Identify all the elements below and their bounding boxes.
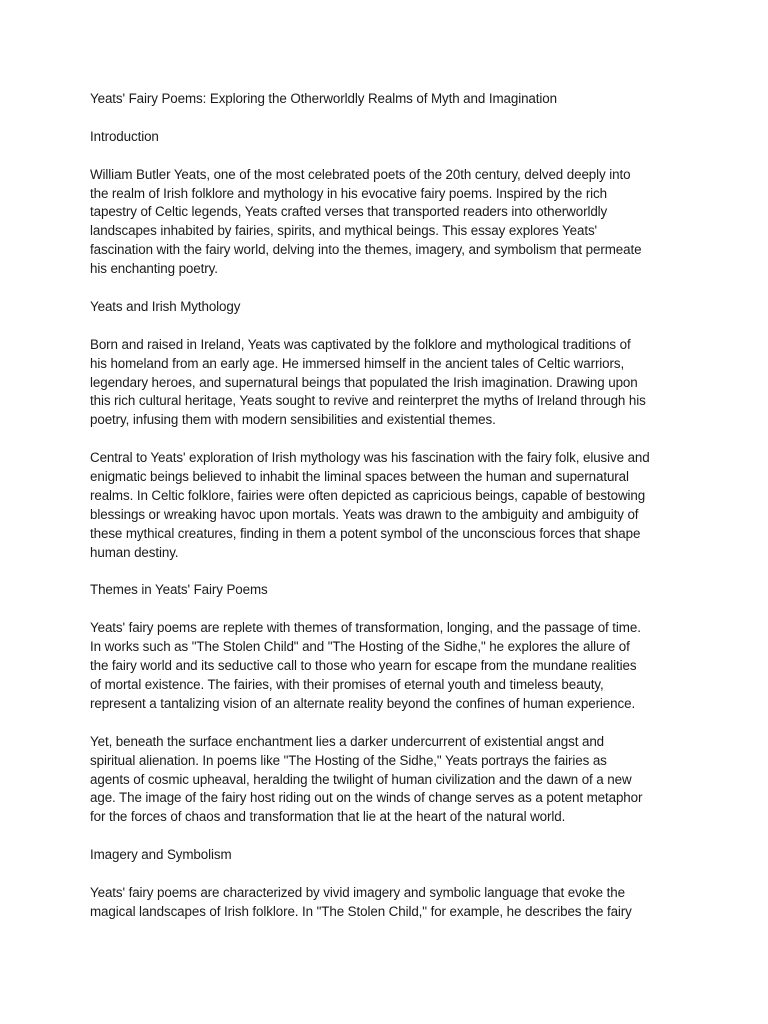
paragraph-gap [90,563,682,582]
text-line: realms. In Celtic folklore, fairies were often depicted as capricious beings, capable of bestowing [90,487,646,503]
text-line: Yet, beneath the surface enchantment lies a darker undercurrent of existential angst and [90,733,605,749]
paragraph-gap [90,279,682,298]
text-line: tapestry of Celtic legends, Yeats crafted verses that transported readers into otherworldly [90,204,608,220]
section-heading [90,298,682,317]
paragraph [90,166,682,279]
text-line: Yeats' fairy poems are replete with themes of transformation, longing, and the passage of time. [90,620,641,636]
text-line: spiritual alienation. In poems like "The Hosting of the Sidhe," Yeats portrays the fairies as [90,752,607,768]
paragraph [90,619,682,714]
section-heading [90,846,682,865]
text-line: this rich cultural heritage, Yeats sought to revive and reinterpret the myths of Ireland through his [90,393,646,409]
text-line: Yeats' fairy poems are characterized by vivid imagery and symbolic language that evoke the [90,884,625,900]
text-line: the realm of Irish folklore and mythology in his evocative fairy poems. Inspired by the rich [90,185,607,201]
text-line: agents of cosmic upheaval, heralding the twilight of human civilization and the dawn of a new [90,771,632,787]
text-line: his homeland from an early age. He immersed himself in the ancient tales of Celtic warriors, [90,355,625,371]
text-line: William Butler Yeats, one of the most celebrated poets of the 20th century, delved deeply into [90,166,631,182]
text-line: his enchanting poetry. [90,261,218,277]
heading-text: Introduction [90,128,159,144]
paragraph-gap [90,430,682,449]
paragraph [90,884,682,922]
paragraph-gap [90,317,682,336]
text-line: of mortal existence. The fairies, with their promises of eternal youth and timeless beauty, [90,676,604,692]
text-line: Central to Yeats' exploration of Irish mythology was his fascination with the fairy folk, elusive and [90,450,650,466]
heading-text: Imagery and Symbolism [90,847,232,863]
text-line: landscapes inhabited by fairies, spirits, and mythical beings. This essay explores Yeats' [90,223,597,239]
text-line: human destiny. [90,544,179,560]
text-line: Born and raised in Ireland, Yeats was captivated by the folklore and mythological traditions of [90,336,631,352]
section-heading [90,581,682,600]
text-line: In works such as "The Stolen Child" and "The Hosting of the Sidhe," he explores the allure of [90,639,630,655]
paragraph-gap [90,827,682,846]
document-page [90,90,682,922]
document-body [90,109,682,922]
paragraph [90,733,682,828]
text-line: fascination with the fairy world, delving into the themes, imagery, and symbolism that permeate [90,242,642,258]
paragraph [90,449,682,562]
paragraph-gap [90,865,682,884]
text-line: represent a tantalizing vision of an alternate reality beyond the confines of human experience. [90,695,636,711]
paragraph-gap [90,109,682,128]
text-line: for the forces of chaos and transformation that lie at the heart of the natural world. [90,809,566,825]
text-line: these mythical creatures, finding in them a potent symbol of the unconscious forces that shape [90,525,641,541]
heading-text: Yeats and Irish Mythology [90,298,241,314]
text-line: magical landscapes of Irish folklore. In "The Stolen Child," for example, he describes the fairy [90,903,632,919]
paragraph-gap [90,147,682,166]
text-line: the fairy world and its seductive call to those who yearn for escape from the mundane realities [90,658,637,674]
paragraph-gap [90,714,682,733]
text-line: legendary heroes, and supernatural beings that populated the Irish imagination. Drawing upon [90,374,638,390]
document-title: Yeats' Fairy Poems: Exploring the Otherworldly Realms of Myth and Imagination [90,91,557,106]
text-line: poetry, infusing them with modern sensibilities and existential themes. [90,412,496,428]
heading-text: Themes in Yeats' Fairy Poems [90,582,268,598]
paragraph-gap [90,600,682,619]
text-line: age. The image of the fairy host riding out on the winds of change serves as a potent metaphor [90,790,643,806]
section-heading [90,128,682,147]
text-line: blessings or wreaking havoc upon mortals. Yeats was drawn to the ambiguity and ambiguity of [90,506,639,522]
text-line: enigmatic beings believed to inhabit the liminal spaces between the human and supernatural [90,469,629,485]
paragraph [90,336,682,431]
